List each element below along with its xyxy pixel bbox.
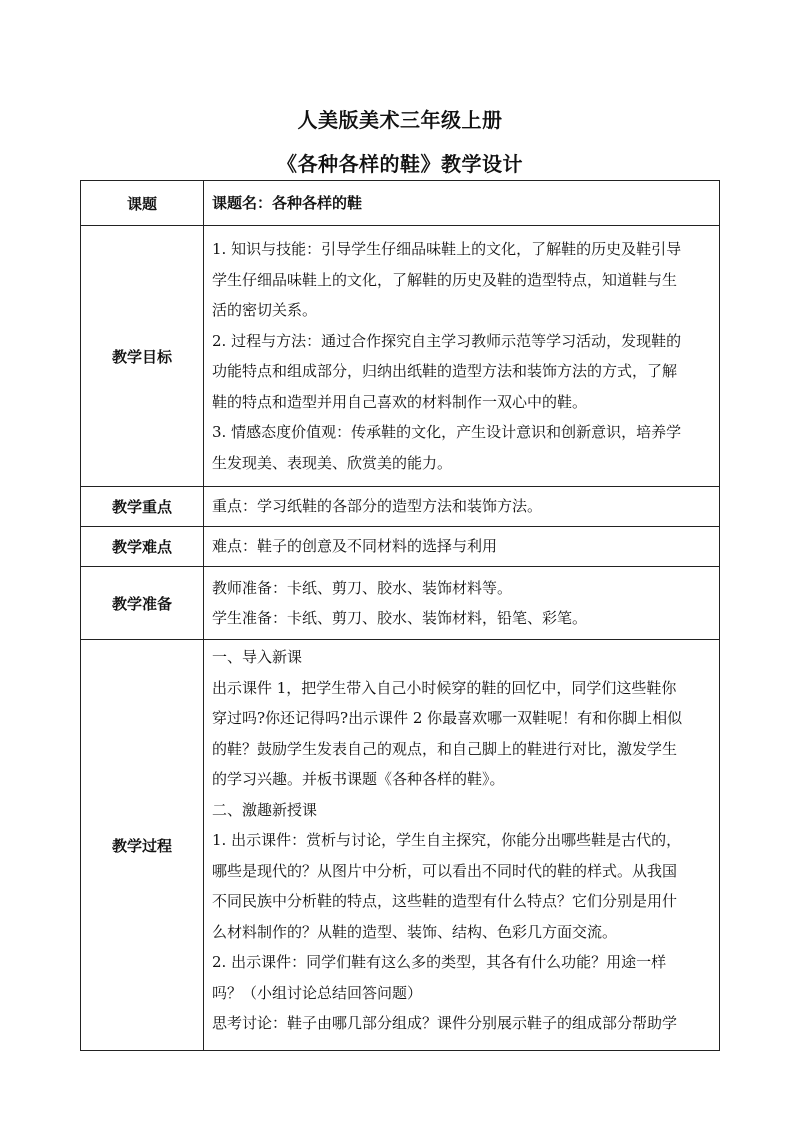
table-row-difficulty [81,527,720,567]
goals-line: 生发现美、表现美、欣赏美的能力。 [212,453,453,472]
goals-label: 教学目标 [81,226,204,487]
topic-value: 课题名：各种各样的鞋 [204,181,720,226]
goals-line: 2. 过程与方法：通过合作探究自主学习教师示范等学习活动，发现鞋的 [212,331,682,350]
goals-line: 1. 知识与技能：引导学生仔细品味鞋上的文化，了解鞋的历史及鞋引导 [212,240,682,258]
process-line: 出示课件 1，把学生带入自己小时候穿的鞋的回忆中，同学们这些鞋你 [212,678,677,697]
table-row-topic [81,181,720,226]
process-line: 穿过吗?你还记得吗?出示课件 2 你最喜欢哪一双鞋呢！有和你脚上相似 [212,709,683,727]
preparation-label: 教学准备 [81,567,204,640]
table-row-key-point [81,487,720,527]
goals-line: 鞋的特点和造型并用自己喜欢的材料制作一双心中的鞋。 [212,392,588,411]
goals-line: 功能特点和组成部分，归纳出纸鞋的造型方法和装饰方法的方式，了解 [212,362,678,380]
preparation-line: 教师准备：卡纸、剪刀、胶水、装饰材料等。 [212,578,513,597]
document-title: 人美版美术三年级上册 [297,108,503,132]
process-line: 的鞋？鼓励学生发表自己的观点，和自己脚上的鞋进行对比，激发学生 [212,739,678,758]
goals-content [204,226,720,487]
goals-line: 活的密切关系。 [212,301,318,319]
process-label: 教学过程 [81,640,204,1051]
key-point-label: 教学重点 [81,487,204,527]
document-subtitle: 《各种各样的鞋》教学设计 [277,152,523,176]
process-line: 2. 出示课件：同学们鞋有这么多的类型，其各有什么功能？用途一样 [212,953,667,971]
process-line: 不同民族中分析鞋的特点，这些鞋的造型有什么特点？它们分别是用什 [212,892,678,910]
process-line: 思考讨论：鞋子由哪几部分组成？课件分别展示鞋子的组成部分帮助学 [212,1014,678,1032]
process-line: 一、导入新课 [212,648,303,666]
process-line: 么材料制作的？从鞋的造型、装饰、结构、色彩几方面交流。 [212,922,618,941]
topic-label: 课题 [81,181,204,226]
process-line: 哪些是现代的？从图片中分析，可以看出不同时代的鞋的样式。从我国 [212,861,678,880]
goals-line: 3. 情感态度价值观：传承鞋的文化，产生设计意识和创新意识，培养学 [212,423,682,441]
table-row-process [81,640,720,1051]
goals-line: 学生仔细品味鞋上的文化，了解鞋的历史及鞋的造型特点，知道鞋与生 [212,270,678,289]
process-content [204,640,720,1051]
process-line: 1. 出示课件：赏析与讨论，学生自主探究，你能分出哪些鞋是古代的， [212,831,682,849]
table-row-preparation [81,567,720,640]
process-line: 吗？（小组讨论总结回答问题） [212,983,423,1002]
lesson-plan-table [80,180,720,1051]
process-line: 二、激趣新授课 [212,800,318,819]
process-line: 的学习兴趣。并板书课题《各种各样的鞋》。 [212,770,505,788]
key-point-value: 重点：学习纸鞋的各部分的造型方法和装饰方法。 [204,487,720,527]
preparation-content [204,567,720,640]
difficulty-label: 教学难点 [81,527,204,567]
difficulty-value: 难点：鞋子的创意及不同材料的选择与利用 [204,527,720,567]
preparation-line: 学生准备：卡纸、剪刀、胶水、装饰材料，铅笔、彩笔。 [212,609,588,627]
table-row-goals [81,226,720,487]
